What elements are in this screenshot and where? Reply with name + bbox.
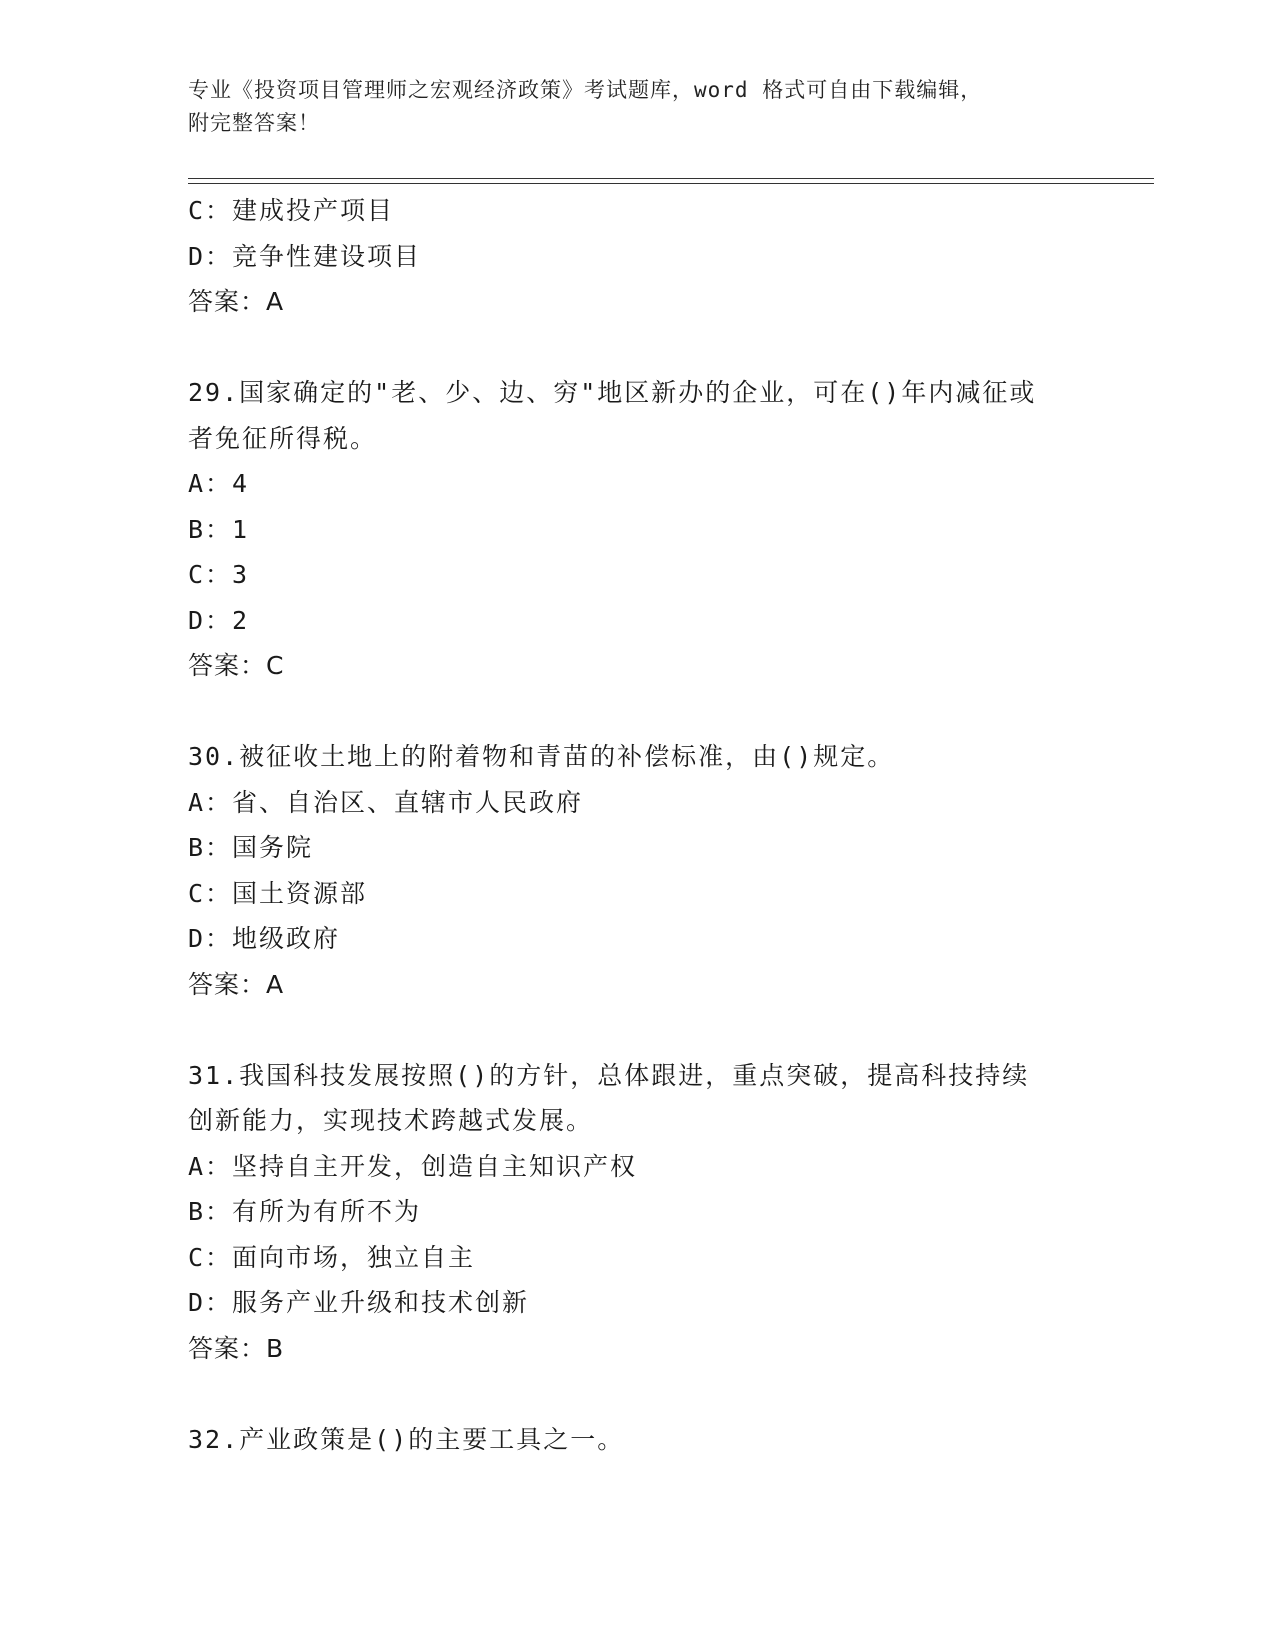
question-30 bbox=[188, 734, 1088, 1007]
option-b: B：1 bbox=[188, 514, 250, 544]
question-31 bbox=[188, 1053, 1088, 1372]
answer-line: 答案：A bbox=[188, 287, 285, 316]
option-b: B：有所为有所不为 bbox=[188, 1197, 422, 1226]
header-rule-top bbox=[188, 178, 1154, 179]
question-stem-line: 创新能力，实现技术跨越式发展。 bbox=[188, 1106, 594, 1135]
spacer bbox=[188, 1371, 1088, 1417]
answer-line: 答案：A bbox=[188, 969, 285, 999]
option-c: C：3 bbox=[188, 560, 250, 589]
option-d: D：2 bbox=[188, 605, 250, 635]
header-line-1: 专业《投资项目管理师之宏观经济政策》考试题库，word 格式可自由下载编辑， bbox=[188, 78, 983, 102]
spacer bbox=[188, 1007, 1088, 1053]
header-rule-bottom bbox=[188, 183, 1154, 184]
answer-line: 答案：B bbox=[188, 1333, 285, 1363]
header-line-2: 附完整答案！ bbox=[188, 111, 320, 135]
question-28-continuation bbox=[188, 188, 1088, 325]
question-stem-line: 32.产业政策是()的主要工具之一。 bbox=[188, 1424, 625, 1454]
answer-line: 答案：C bbox=[188, 651, 285, 680]
option-d: D：地级政府 bbox=[188, 924, 341, 953]
option-c: C：面向市场，独立自主 bbox=[188, 1242, 476, 1272]
option-d: D：竞争性建设项目 bbox=[188, 241, 422, 271]
option-a: A：坚持自主开发，创造自主知识产权 bbox=[188, 1151, 638, 1181]
spacer bbox=[188, 689, 1088, 735]
option-c: C：国土资源部 bbox=[188, 878, 368, 908]
question-stem-line: 29.国家确定的"老、少、边、穷"地区新办的企业，可在()年内减征或 bbox=[188, 378, 1037, 407]
option-a: A：4 bbox=[188, 469, 250, 498]
question-stem-line: 30.被征收土地上的附着物和青苗的补偿标准，由()规定。 bbox=[188, 742, 895, 771]
option-b: B：国务院 bbox=[188, 833, 314, 862]
option-c: C：建成投产项目 bbox=[188, 196, 395, 225]
question-29 bbox=[188, 370, 1088, 689]
question-stem-line: 者免征所得税。 bbox=[188, 423, 378, 453]
option-d: D：服务产业升级和技术创新 bbox=[188, 1288, 530, 1317]
option-a: A：省、自治区、直辖市人民政府 bbox=[188, 787, 584, 817]
question-32 bbox=[188, 1417, 1088, 1463]
document-header bbox=[188, 74, 1068, 140]
question-list bbox=[188, 188, 1088, 1462]
question-stem-line: 31.我国科技发展按照()的方针，总体跟进，重点突破，提高科技持续 bbox=[188, 1060, 1030, 1090]
spacer bbox=[188, 325, 1088, 371]
